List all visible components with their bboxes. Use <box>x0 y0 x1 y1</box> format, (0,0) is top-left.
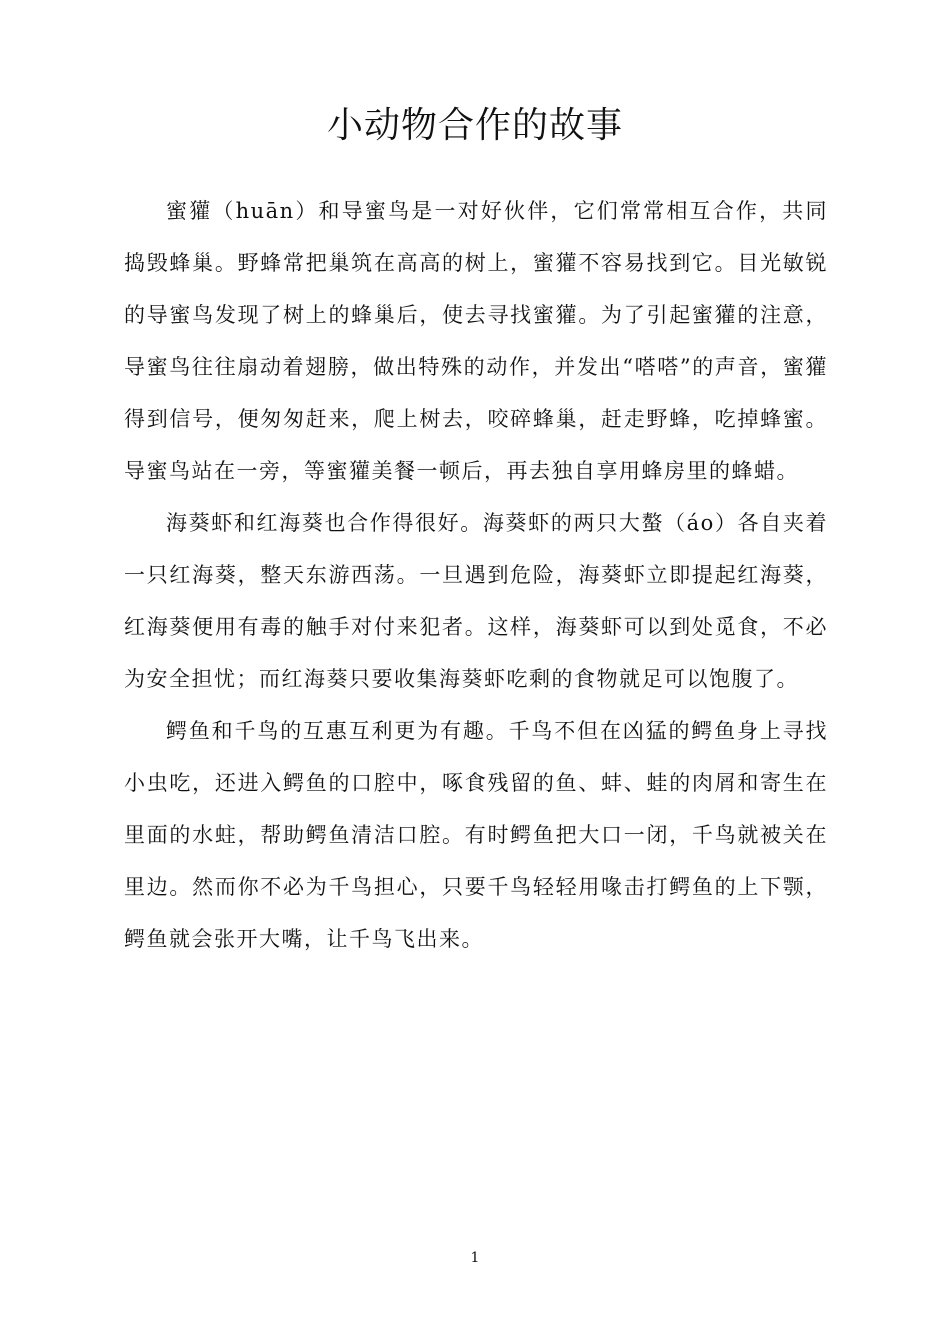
paragraph-crocodile-plover: 鳄鱼和千鸟的互惠互利更为有趣。千鸟不但在凶猛的鳄鱼身上寻找小虫吃，还进入鳄鱼的口腔中，啄食残留的鱼、蚌、蛙的肉屑和寄生在里面的水蛀，帮助鳄鱼清洁口腔。有时鳄鱼把大口一闭，千鸟就被关在里边。然而你不必为千鸟担心，只要千鸟轻轻用喙击打鳄鱼的上下颚，鳄鱼就会张开大嘴，让千鸟飞出来。 <box>124 719 828 951</box>
article-body <box>124 185 828 965</box>
paragraph-anemone-shrimp: 海葵虾和红海葵也合作得很好。海葵虾的两只大螯（áo）各自夹着一只红海葵，整天东游西荡。一旦遇到危险，海葵虾立即提起红海葵，红海葵便用有毒的触手对付来犯者。这样，海葵虾可以到处觅食，不必为安全担忧；而红海葵只要收集海葵虾吃剩的食物就足可以饱腹了。 <box>124 511 828 691</box>
page-number: 1 <box>470 1250 480 1266</box>
page-title: 小动物合作的故事 <box>326 105 623 146</box>
paragraph-honey-badger: 蜜獾（huān）和导蜜鸟是一对好伙伴，它们常常相互合作，共同捣毁蜂巢。野蜂常把巢筑在高高的树上，蜜獾不容易找到它。目光敏锐的导蜜鸟发现了树上的蜂巢后，使去寻找蜜獾。为了引起蜜獾的注意，导蜜鸟往往扇动着翅膀，做出特殊的动作，并发出“嗒嗒”的声音，蜜獾得到信号，便匆匆赶来，爬上树去，咬碎蜂巢，赶走野蜂，吃掉蜂蜜。导蜜鸟站在一旁，等蜜獾美餐一顿后，再去独自享用蜂房里的蜂蜡。 <box>124 199 828 483</box>
